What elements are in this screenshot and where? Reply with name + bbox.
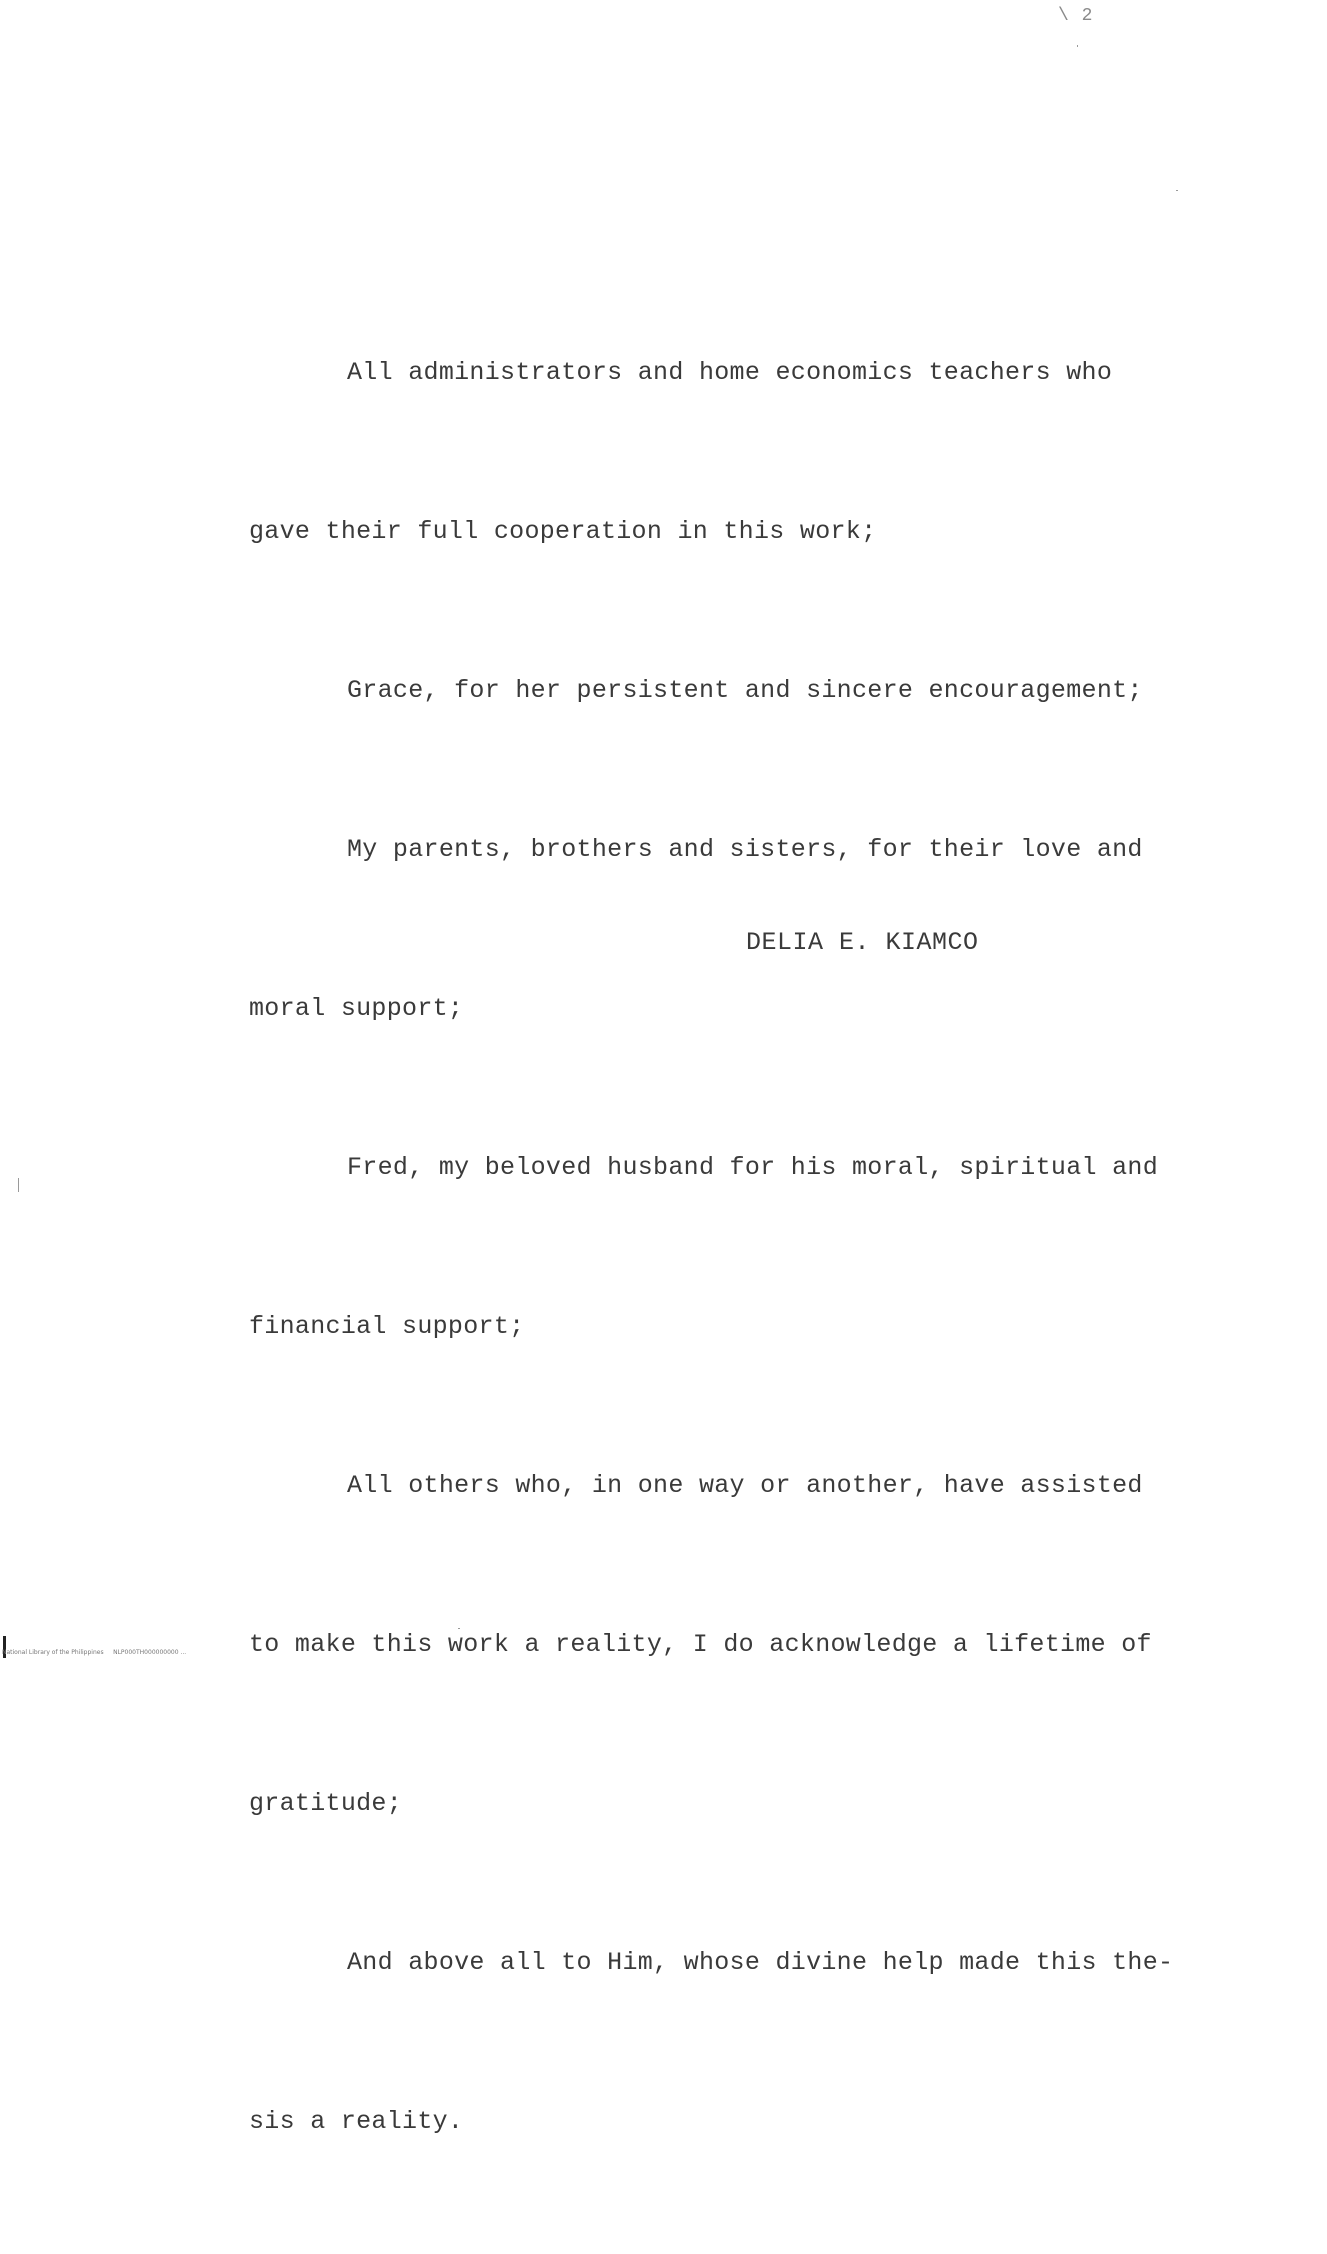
paragraph-line: sis a reality. [249, 2107, 464, 2136]
page-number-mark: \ 2 [1058, 6, 1094, 26]
paragraph-line: Grace, for her persistent and sincere encouragement; [347, 676, 1143, 705]
paragraph-line: My parents, brothers and sisters, for their love and [347, 835, 1143, 864]
paragraph-line: gave their full cooperation in this work; [249, 517, 877, 546]
paragraph-line: Fred, my beloved husband for his moral, spiritual and [347, 1153, 1159, 1182]
scan-speck [1176, 190, 1178, 191]
library-footer: National Library of the Philippines NLP000TH000000000 ... [2, 1649, 187, 1656]
paragraph-line: to make this work a reality, I do acknowledge a lifetime of [249, 1630, 1152, 1659]
acknowledgement-body [249, 240, 1229, 2254]
author-signature: DELIA E. KIAMCO [746, 928, 979, 957]
paragraph-line: All others who, in one way or another, have assisted [347, 1471, 1143, 1500]
paragraph-line: gratitude; [249, 1789, 403, 1818]
paragraph-line: All administrators and home economics teachers who [347, 358, 1113, 387]
scan-speck [18, 1178, 19, 1192]
scan-speck [1077, 45, 1078, 47]
paragraph-line: And above all to Him, whose divine help made this the- [347, 1948, 1174, 1977]
paragraph-line: moral support; [249, 994, 464, 1023]
paragraph-line: financial support; [249, 1312, 525, 1341]
